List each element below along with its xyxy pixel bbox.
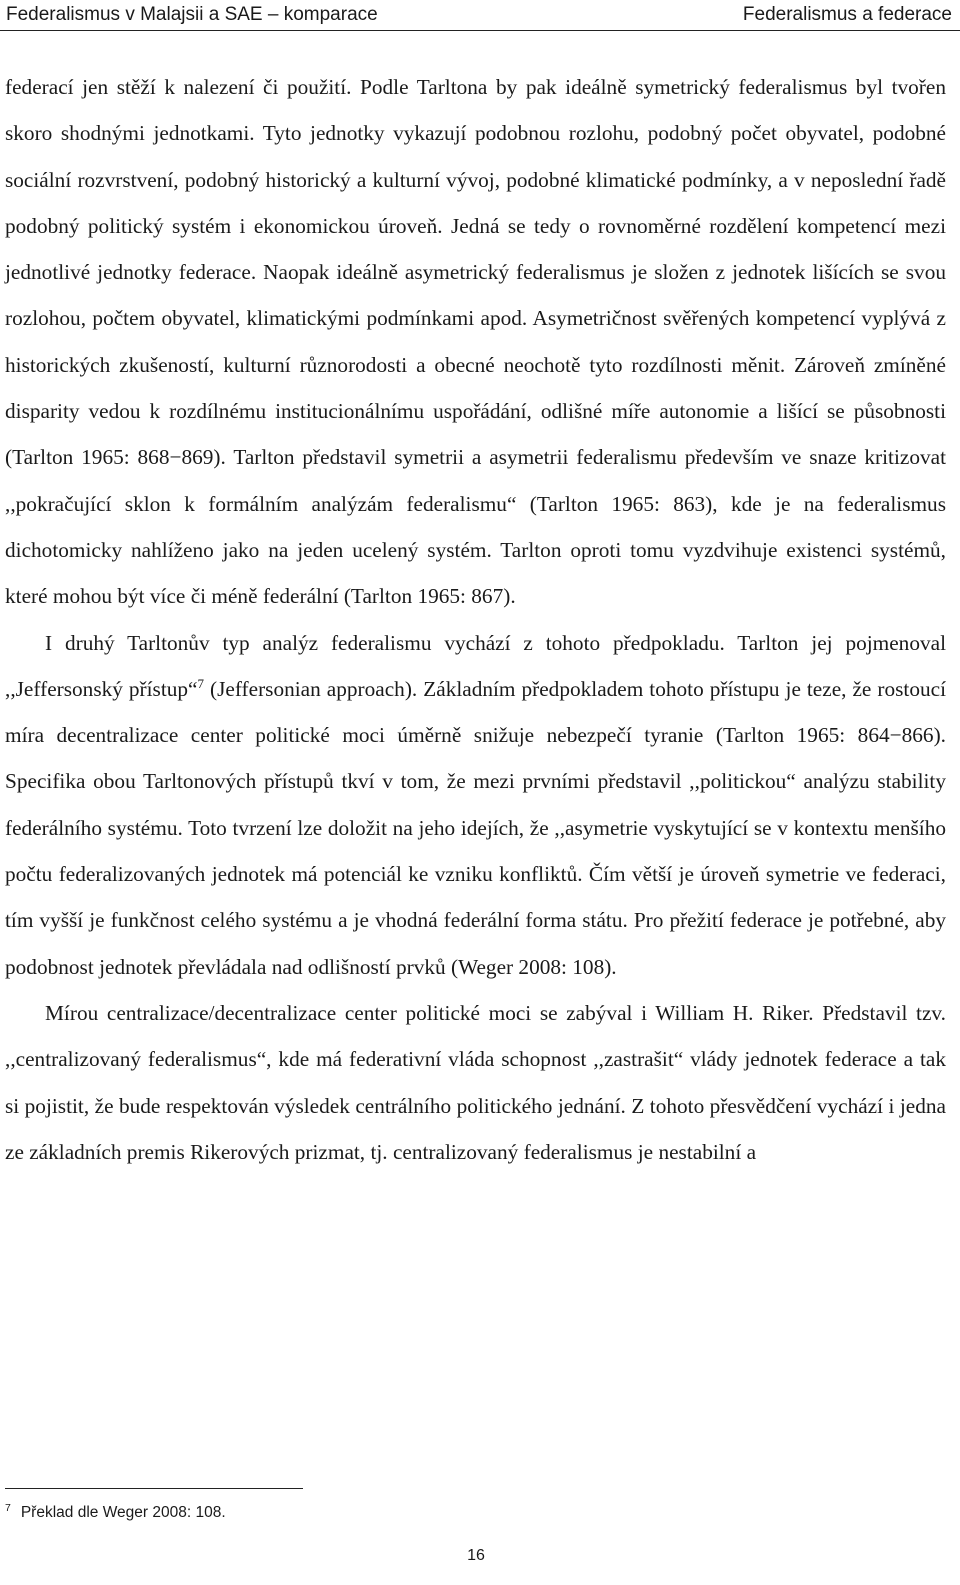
footnote (5, 1502, 805, 1524)
header-rule (0, 30, 960, 31)
paragraph-1: federací jen stěží k nalezení či použití. Podle Tarltona by pak ideálně symetrický federalismus byl tvořen skoro shodnými jednotkami. Tyto jednotky vykazují podobnou rozlohu, podobný počet obyvatel, podobné sociální rozvrstvení, podobný historický a kulturní vývoj, podobné klimatické podmínky, a v neposlední řadě podobný politický systém i ekonomickou úroveň. Jedná se tedy o rovnoměrné rozdělení kompetencí mezi jednotlivé jednotky federace. Naopak ideálně asymetrický federalismus je složen z jednotek lišících se svou rozlohou, počtem obyvatel, klimatickými podmínkami apod. Asymetričnost svěřených kompetencí vyplývá z historických zkušeností, kulturní různorodosti a obecné neochotě tyto rozdílnosti měnit. Zároveň zmíněné disparity vedou k rozdílnému institucionálnímu uspořádání, odlišné míře autonomie a lišící se působnosti (Tarlton 1965: 868−869). Tarlton představil symetrii a asymetrii federalismu především ve snaze kritizovat ,,pokračující sklon k formálním analýzám federalismu“ (Tarlton 1965: 863), kde je na federalismus dichotomicky nahlíženo jako na jeden ucelený systém. Tarlton oproti tomu vyzdvihuje existenci systémů, které mohou být více či méně federální (Tarlton 1965: 867). (5, 75, 946, 609)
footnote-reference[interactable]: 7 (197, 675, 205, 691)
paragraph-2 (5, 620, 946, 990)
page-number: 16 (467, 1547, 485, 1564)
header-left-title: Federalismus v Malajsii a SAE – komparace (6, 4, 378, 25)
footnote-text: Překlad dle Weger 2008: 108. (20, 1504, 226, 1521)
paragraph-2-start: I druhý Tarltonův typ analýz federalismu vychází z tohoto předpokladu. Tarlton jej pojmenoval ,,Jeffersonský přístup“ (5, 630, 946, 701)
footnote-separator (5, 1488, 303, 1489)
paragraph-2-end: (Jeffersonian approach). Základním předpokladem tohoto přístupu je teze, že rostoucí míra decentralizace center politické moci úměrně snižuje nebezpečí tyranie (Tarlton 1965: 864−866). Specifika obou Tarltonových přístupů tkví v tom, že mezi prvními představil ,,politickou“ analýzu stability federálního systému. Toto tvrzení lze doložit na jeho idejích, že ,,asymetrie vyskytující se v kontextu menšího počtu federalizovaných jednotek má potenciál ke vzniku konfliktů. Čím větší je úroveň symetrie ve federaci, tím vyšší je funkčnost celého systému a je vhodná federální forma státu. Pro přežití federace je potřebné, aby podobnost jednotek převládala nad odlišností prvků (Weger 2008: 108). (5, 676, 946, 979)
footnote-number: 7 (5, 1501, 11, 1514)
paragraph-3: Mírou centralizace/decentralizace center politické moci se zabýval i William H. Riker. Představil tzv. ,,centralizovaný federalismus“, kde má federativní vláda schopnost ,,zastrašit“ vlády jednotek federace a tak si pojistit, že bude respektován výsledek centrálního politického jednání. Z tohoto přesvědčení vychází i jedna ze základních premis Rikerových prizmat, tj. centralizovaný federalismus je nestabilní a (5, 1000, 946, 1164)
header-right-title: Federalismus a federace (742, 4, 952, 25)
body-text (5, 64, 946, 1175)
running-header (0, 0, 960, 30)
